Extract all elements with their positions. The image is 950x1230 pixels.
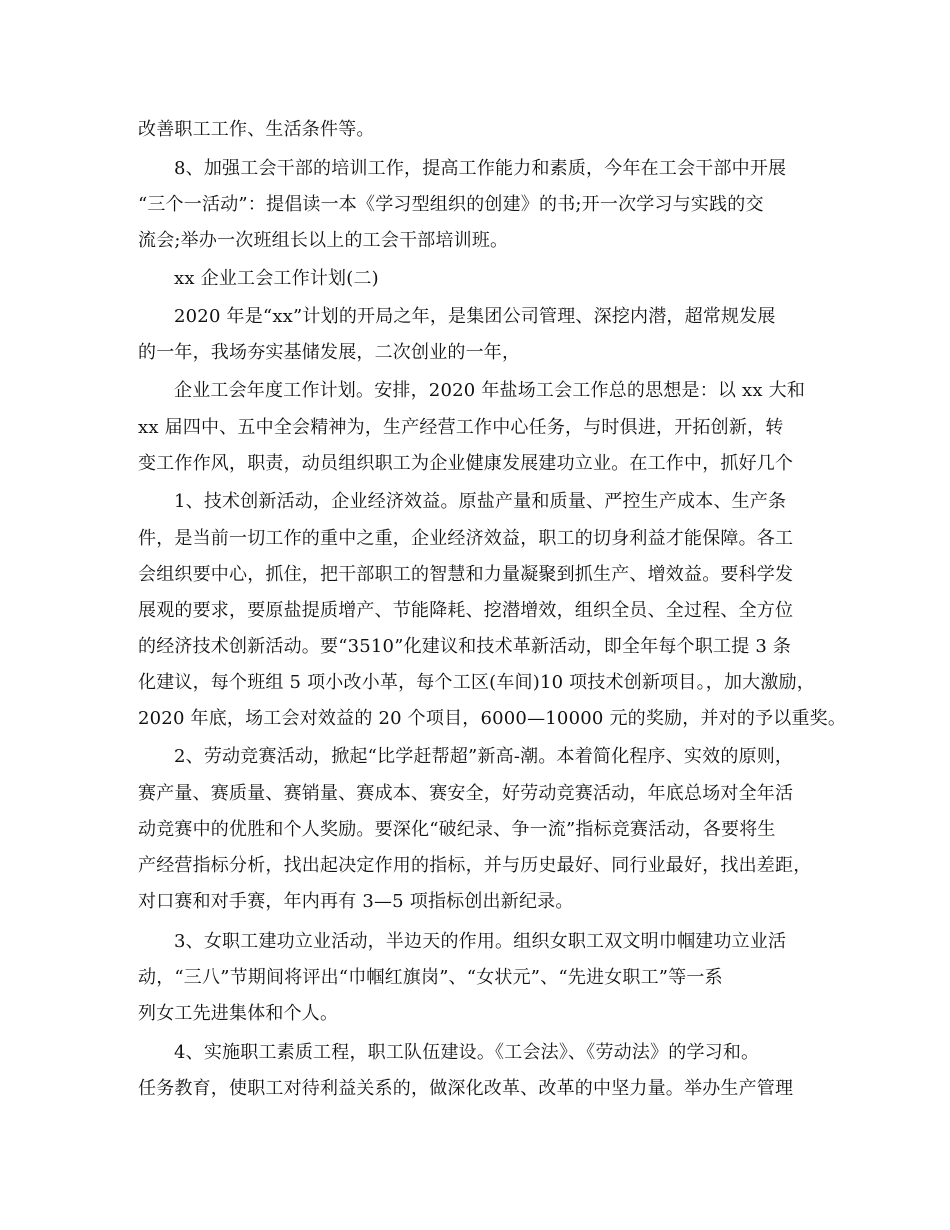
text-line: 企业工会年度工作计划。安排，2020 年盐场工会工作总的思想是：以 xx 大和 [174,380,806,401]
text-line: 8、加强工会干部的培训工作，提高工作能力和素质，今年在工会干部中开展 [174,158,787,179]
text-line: 件，是当前一切工作的重中之重，企业经济效益，职工的切身利益才能保障。各工 [138,528,794,549]
text-line: “三个一活动”：提倡读一本《学习型组织的创建》的书;开一次学习与实践的交 [138,194,764,215]
text-line: 对口赛和对手赛，年内再有 3—5 项指标创出新纪录。 [138,891,574,912]
text-line: 动竞赛中的优胜和个人奖励。要深化“破纪录、争一流”指标竞赛活动，各要将生 [138,819,776,840]
text-line: 2020 年是“xx”计划的开局之年，是集团公司管理、深挖内潜，超常规发展 [174,306,776,327]
text-line: 的一年，我场夯实基储发展，二次创业的一年， [138,342,521,363]
text-line: 赛产量、赛质量、赛销量、赛成本、赛安全，好劳动竞赛活动，年底总场对全年活 [138,783,794,804]
text-line: 流会;举办一次班组长以上的工会干部培训班。 [138,230,509,251]
text-line: 化建议，每个班组 5 项小改小革，每个工区(车间)10 项技术创新项目。，加大激励， [138,672,815,693]
text-line: 2、劳动竞赛活动，掀起“比学赶帮超”新高-潮。本着简化程序、实效的原则， [174,746,794,767]
text-line: 展观的要求，要原盐提质增产、节能降耗、挖潜增效，组织全员、全过程、全方位 [138,600,794,621]
text-line: 列女工先进集体和个人。 [138,1003,339,1024]
text-line: 2020 年底，场工会对效益的 20 个项目，6000—10000 元的奖励，并对的予以重奖。 [138,708,847,729]
text-line: 会组织要中心，抓住，把干部职工的智慧和力量凝聚到抓生产、增效益。要科学发 [138,564,794,585]
text-line: 4、实施职工素质工程，职工队伍建设。《工会法》、《劳动法》的学习和。 [174,1042,760,1063]
text-line: 动，“三八”节期间将评出“巾帼红旗岗”、“女状元”、“先进女职工”等一系 [138,967,723,988]
section-heading: xx 企业工会工作计划(二) [174,268,379,289]
text-line: 变工作作风，职责，动员组织职工为企业健康发展建功立业。在工作中，抓好几个 [138,453,794,474]
text-line: 产经营指标分析，找出起决定作用的指标，并与历史最好、同行业最好，找出差距， [138,855,812,876]
text-line: 任务教育，使职工对待利益关系的，做深化改革、改革的中坚力量。举办生产管理 [138,1078,794,1099]
text-line: 改善职工工作、生活条件等。 [138,119,375,140]
text-line: 3、女职工建功立业活动，半边天的作用。组织女职工双文明巾帼建功立业活 [174,931,787,952]
text-line: 1、技术创新活动，企业经济效益。原盐产量和质量、严控生产成本、生产条 [174,491,787,512]
text-line: 的经济技术创新活动。要“3510”化建议和技术革新活动，即全年每个职工提 3 条 [138,636,792,657]
text-line: xx 届四中、五中全会精神为，生产经营工作中心任务，与时俱进，开拓创新，转 [138,417,784,438]
